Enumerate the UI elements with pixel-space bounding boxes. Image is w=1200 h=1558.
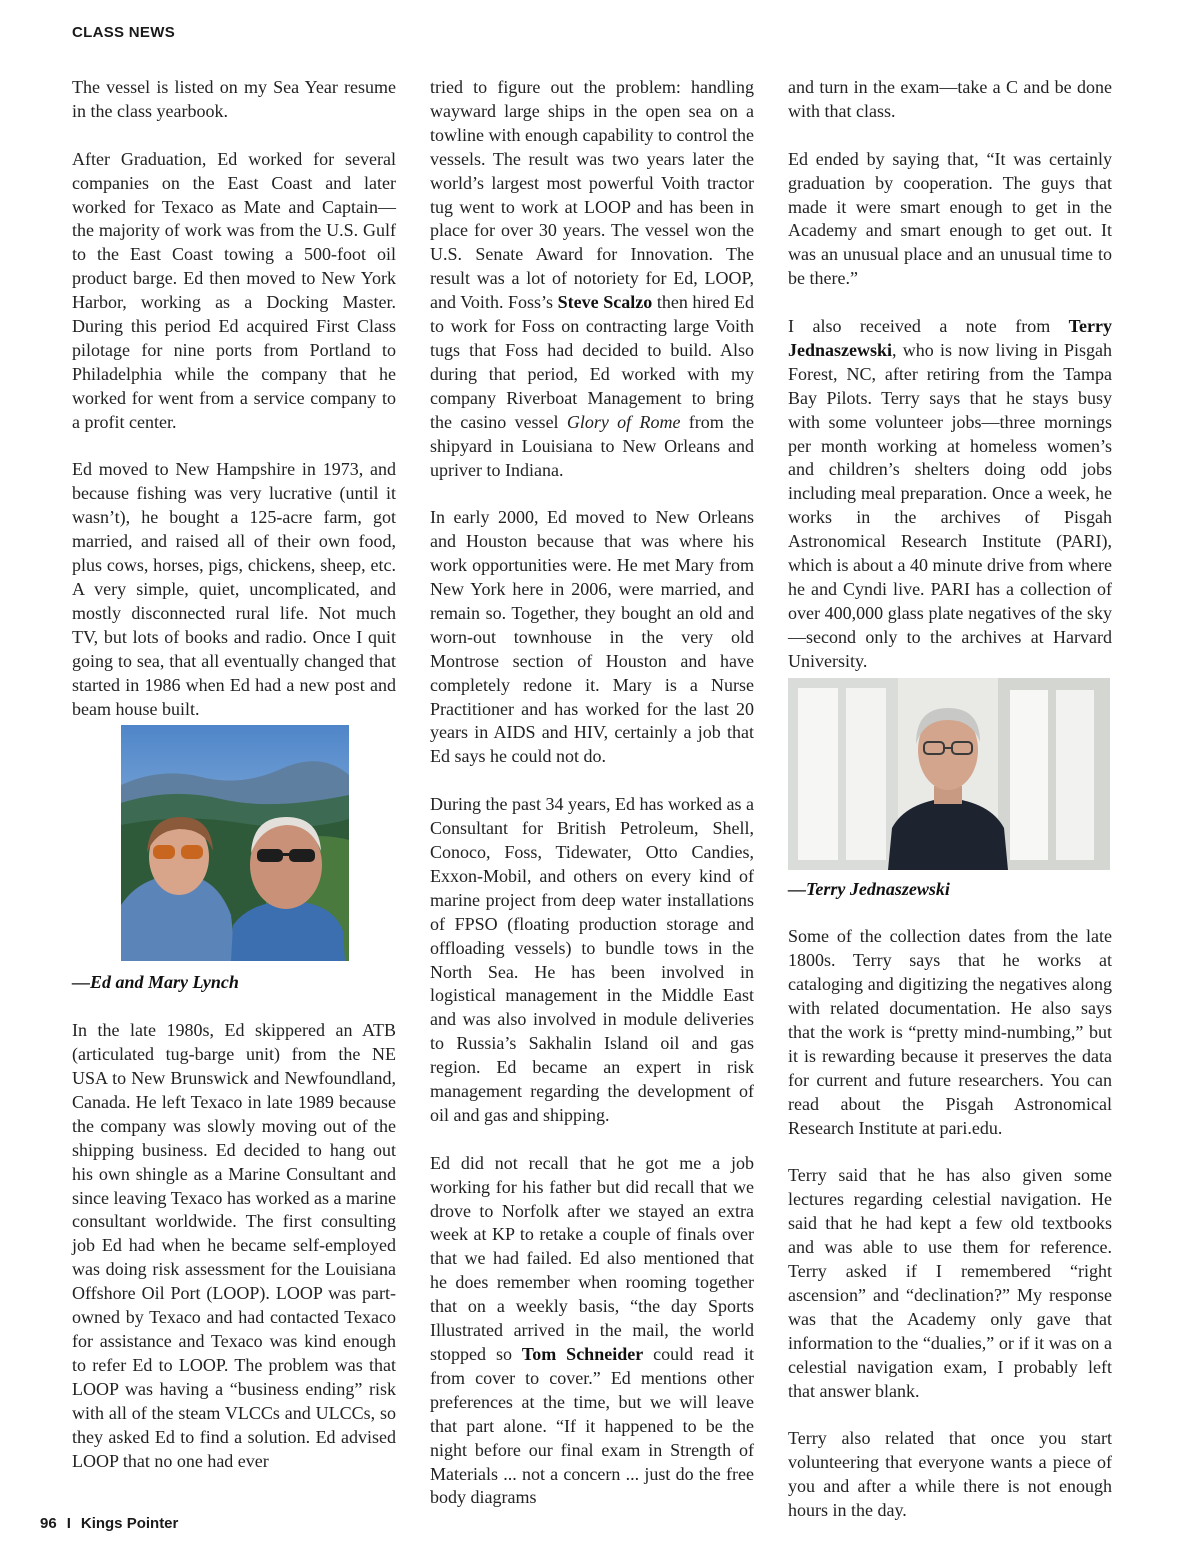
- paragraph: In the late 1980s, Ed skippered an ATB (articulated tug-barge unit) from the NE USA to New Brunswick and Newfoundland, Canada. He left Texaco in late 1989 because the company was slowly moving out of the shipping business. Ed decided to hang out his own shingle as a Marine Consultant and since leaving Texaco has worked as a marine consultant worldwide. The first consulting job Ed had when he became self-employed was doing risk assessment for the Louisiana Offshore Oil Port (LOOP). LOOP was part-owned by Texaco and had contacted Texaco for assistance and Texaco was kind enough to refer Ed to LOOP. The problem was that LOOP was having a “business ending” risk with all of the steam VLCCs and ULCCs, so they asked Ed to find a solution. Ed advised LOOP that no one had ever: [72, 1020, 396, 1471]
- paragraph: Ed ended by saying that, “It was certainly graduation by cooperation. The guys that made it were smart enough to get in the Academy and smart enough to get out. It was an unusual place and an unusual time to be there.”: [788, 148, 1112, 289]
- photo-terry-jednaszewski: [788, 678, 1110, 870]
- paragraph: Terry also related that once you start volunteering that everyone wants a piece of you and after a while there is not enough hours in the day.: [788, 1428, 1112, 1521]
- text-run: , who is now living in Pisgah Forest, NC, after retiring from the Tampa Bay Pilots. Terry says that he stays busy with some volunteer jobs—three mornings per month working at homeless women’s and children’s shelters doing odd jobs including meal preparation. Once a week, he works in the archives of Pisgah Astronomical Research Institute (PARI), which is about a 40 minute drive from where he and Cyndi live. PARI has a collection of over 400,000 glass plate negatives of the sky—second only to the archives at Harvard University.: [788, 339, 1112, 671]
- text-run: could read it from cover to cover.” Ed mentions other preferences at the time, but we will leave that part alone. “If it happened to be the night before our final exam in Strength of Materials ... not a concern ... just do the free body diagrams: [430, 1343, 754, 1508]
- person-name: Steve Scalzo: [557, 292, 653, 313]
- column-2: [430, 76, 754, 1534]
- column-3: [788, 76, 1112, 1547]
- text-run: then hired Ed to work for Foss on contracting large Voith tugs that Foss had decided to build. Also during that period, Ed worked with my company Riverboat Management to bring the casino vessel: [430, 292, 754, 432]
- paragraph: Some of the collection dates from the late 1800s. Terry says that he works at cataloging and digitizing the negatives along with related documentation. He also says that the work is “pretty mind-numbing,” but it is rewarding because it preserves the data for current and future researchers. You can read about the Pisgah Astronomical Research Institute at pari.edu.: [788, 926, 1112, 1138]
- column-1: [72, 76, 396, 1497]
- paragraph: Ed moved to New Hampshire in 1973, and because fishing was very lucrative (until it wasn’t), he bought a 125-acre farm, got married, and raised all of their own food, plus cows, horses, pigs, chickens, sheep, etc. A very simple, quiet, uncomplicated, and mostly disconnected rural life. Not much TV, but lots of books and radio. Once I quit going to sea, that all eventually changed that started in 1986 when Ed had a new post and beam house built.: [72, 459, 396, 719]
- paragraph: In early 2000, Ed moved to New Orleans and Houston because that was where his work opportunities were. He met Mary from New York here in 2006, were married, and remain so. Together, they bought an old and worn-out townhouse in the very old Montrose section of Houston and have completely redone it. Mary is a Nurse Practitioner and has worked for the last 20 years in AIDS and HIV, certainly a job that Ed says he could not do.: [430, 507, 754, 767]
- page-footer: [40, 1515, 178, 1532]
- paragraph: [788, 315, 1112, 674]
- photo-ed-and-mary-lynch: [121, 725, 349, 961]
- person-name: Tom Schneider: [521, 1343, 644, 1364]
- paragraph: Terry said that he has also given some lectures regarding celestial navigation. He said that he had kept a few old textbooks and was able to use them for reference. Terry asked if I remembered “right ascension” and “declination?” My response was that the Academy only gave that information to the “dualies,” or if it was on a celestial navigation exam, I probably left that answer blank.: [788, 1165, 1112, 1401]
- paragraph: The vessel is listed on my Sea Year resume in the class yearbook.: [72, 77, 396, 121]
- paragraph: During the past 34 years, Ed has worked as a Consultant for British Petroleum, Shell, Conoco, Foss, Tidewater, Otto Candies, Exxon-Mobil, and others on every kind of marine project from deep water installations of FPSO (floating production storage and offloading vessels) to bundle tows in the North Sea. He has been involved in logistical management in the Middle East and was also involved in module deliveries to Russia’s Sakhalin Island oil and gas region. Ed became an expert in risk management regarding the development of oil and gas and shipping.: [430, 794, 754, 1125]
- publication-name: Kings Pointer: [80, 1515, 179, 1532]
- page-number: 96: [40, 1515, 57, 1532]
- text-run: from the shipyard in Louisiana to New Orleans and upriver to Indiana.: [430, 411, 755, 480]
- paragraph: [430, 76, 754, 482]
- section-label: CLASS NEWS: [72, 24, 176, 41]
- text-run: tried to figure out the problem: handling wayward large ships in the open sea on a towline with enough capability to control the vessels. The result was two years later the world’s largest most powerful Voith tractor tug went to work at LOOP and has been in place for over 30 years. The vessel won the U.S. Senate Award for Innovation. The result was a lot of notoriety for Ed, LOOP, and Voith. Foss’s: [430, 77, 754, 313]
- vessel-name: Glory of Rome: [566, 411, 681, 432]
- footer-separator: I: [66, 1515, 71, 1532]
- text-run: Ed did not recall that he got me a job working for his father but did recall that we drove to Norfolk after we stayed an extra week at KP to retake a couple of finals over that we had failed. Ed also mentioned that he does remember when rooming together that on a weekly basis, “the day Sports Illustrated arrived in the mail, the world stopped so: [430, 1152, 754, 1364]
- photo-caption: —Ed and Mary Lynch: [72, 972, 239, 993]
- paragraph: [430, 1152, 754, 1511]
- paragraph: and turn in the exam—take a C and be done with that class.: [788, 77, 1112, 121]
- person-name: Terry Jednaszewski: [788, 316, 1112, 360]
- text-run: I also received a note from: [788, 316, 1069, 337]
- photo-caption: —Terry Jednaszewski: [788, 878, 950, 899]
- paragraph: After Graduation, Ed worked for several companies on the East Coast and later worked for Texaco as Mate and Captain—the majority of work was from the U.S. Gulf to the East Coast towing a 500-foot oil product barge. Ed then moved to New York Harbor, working as a Docking Master. During this period Ed acquired First Class pilotage for nine ports from Portland to Philadelphia while the company that he worked for went from a service company to a profit center.: [72, 148, 396, 432]
